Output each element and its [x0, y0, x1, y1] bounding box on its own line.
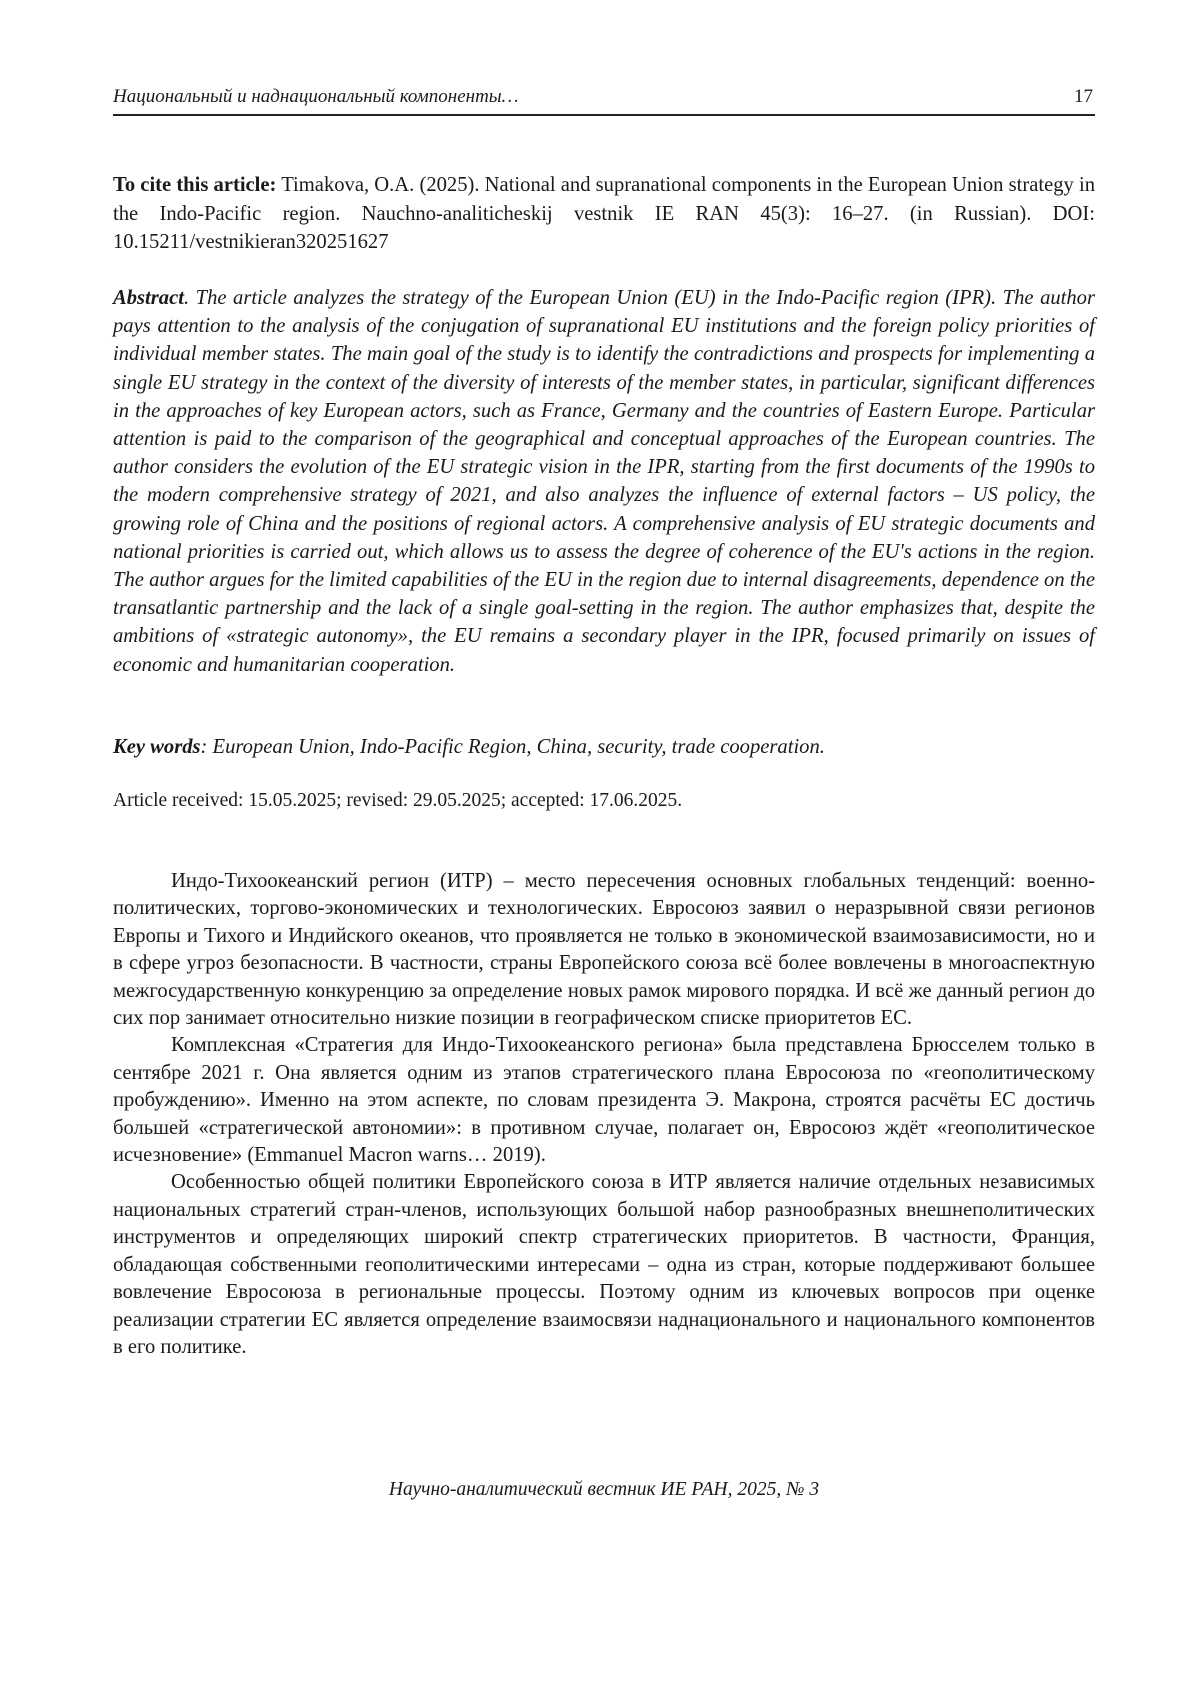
page-number: 17: [1074, 86, 1093, 107]
keywords-text: : European Union, Indo-Pacific Region, China, security, trade cooperation.: [200, 736, 825, 758]
abstract-text: . The article analyzes the strategy of the European Union (EU) in the Indo-Pacific region (IPR). The author pays attention to the analysis of the conjugation of supranational EU institutions and the foreign policy priorities of individual member states. The main goal of the study is to identify the contradictions and prospects for implementing a single EU strategy in the context of the diversity of interests of the member states, in particular, significant differences in the approaches of key European actors, such as France, Germany and the countries of Eastern Europe. Particular attention is paid to the comparison of the geographical and conceptual approaches of the European countries. The author considers the evolution of the EU strategic vision in the IPR, starting from the first documents of the 1990s to the modern comprehensive strategy of 2021, and also analyzes the influence of external factors – US policy, the growing role of China and the positions of regional actors. A comprehensive analysis of EU strategic documents and national priorities is carried out, which allows us to assess the degree of coherence of the EU's actions in the region. The author argues for the limited capabilities of the EU in the region due to internal disagreements, dependence on the transatlantic partnership and the lack of a single goal-setting in the region. The author emphasizes that, despite the ambitions of «strategic autonomy», the EU remains a secondary player in the IPR, focused primarily on issues of economic and humanitarian cooperation.: [113, 287, 1095, 676]
keywords-block: [113, 733, 1095, 761]
running-title: Национальный и наднациональный компоненты…: [113, 86, 519, 107]
running-header: [113, 84, 1095, 116]
citation-label: To cite this article:: [113, 174, 277, 196]
article-dates: Article received: 15.05.2025; revised: 29.05.2025; accepted: 17.06.2025.: [113, 790, 683, 811]
abstract-block: [113, 284, 1095, 679]
abstract-label: Abstract: [113, 287, 184, 309]
citation-text: Timakova, O.A. (2025). National and supranational components in the European Union strategy in the Indo-Pacific region. Nauchno-analiticheskij vestnik IE RAN 45(3): 16–27. (in Russian). DOI: 10.15211/vestnikieran320251627: [113, 174, 1095, 253]
body-text: [113, 868, 1095, 1361]
body-paragraph: Индо-Тихоокеанский регион (ИТР) – место пересечения основных глобальных тенденций: военно-политических, торгово-экономических и технологических. Евросоюз заявил о неразрывной связи регионов Европы и Тихого и Индийского океанов, что проявляется не только в экономической взаимозависимости, но и в сфере угроз безопасности. В частности, страны Европейского союза всё более вовлечены в многоаспектную межгосударственную конкуренцию за определение новых рамок мирового порядка. И всё же данный регион до сих пор занимает относительно низкие позиции в географическом списке приоритетов ЕС.: [113, 870, 1095, 1030]
citation-block: [113, 171, 1095, 257]
journal-footer: Научно-аналитический вестник ИЕ РАН, 2025, № 3: [388, 1479, 820, 1500]
keywords-label: Key words: [113, 736, 201, 758]
body-paragraph: Комплексная «Стратегия для Индо-Тихоокеанского региона» была представлена Брюсселем только в сентябре 2021 г. Она является одним из этапов стратегического плана Евросоюза по «геополитическому пробуждению». Именно на этом аспекте, по словам президента Э. Макрона, строятся расчёты ЕС достичь большей «стратегической автономии»: в противном случае, полагает он, Евросоюз ждёт «геополитическое исчезновение» (Emmanuel Macron warns… 2019).: [113, 1034, 1095, 1167]
body-paragraph: Особенностью общей политики Европейского союза в ИТР является наличие отдельных независимых национальных стратегий стран-членов, использующих большой набор разнообразных внешнеполитических инструментов и определяющих широкий спектр стратегических приоритетов. В частности, Франция, обладающая собственными геополитическими интересами – одна из стран, которые поддерживают большее вовлечение Евросоюза в региональные процессы. Поэтому одним из ключевых вопросов при оценке реализации стратегии ЕС является определение взаимосвязи наднационального и национального компонентов в его политике.: [113, 1171, 1095, 1358]
